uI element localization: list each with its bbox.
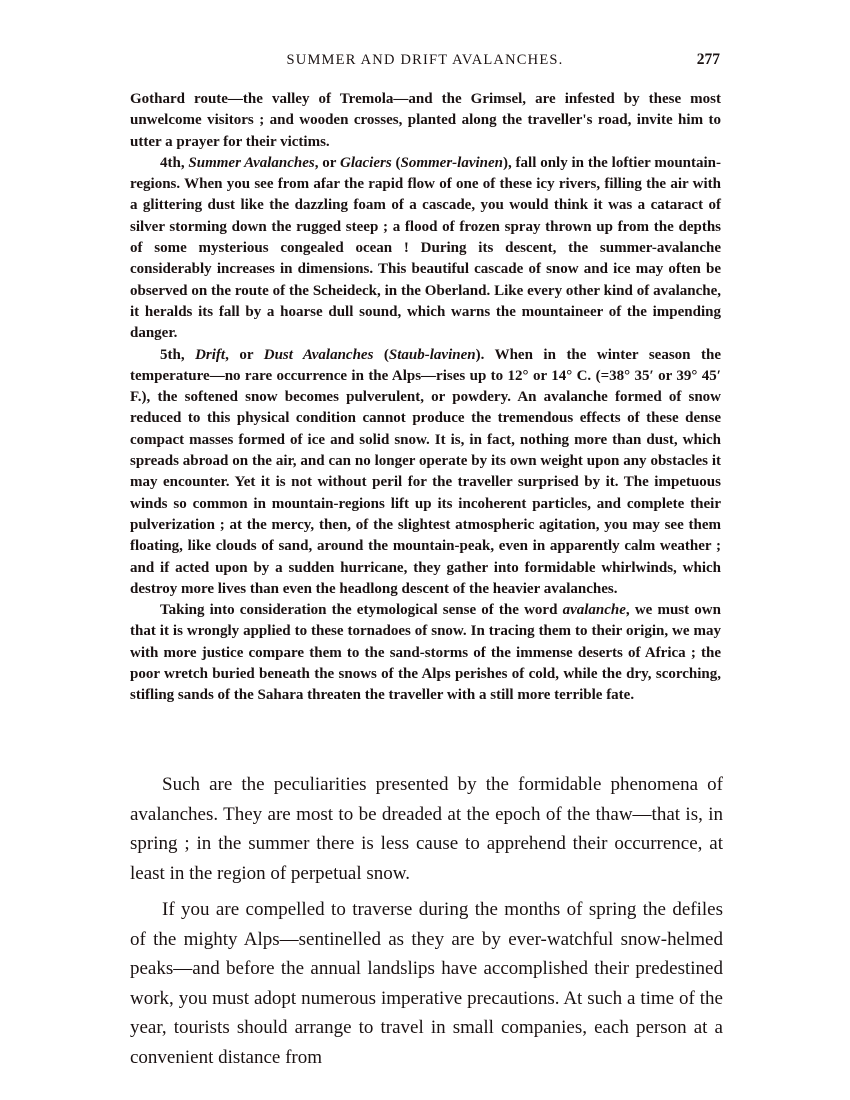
paragraph-text: Gothard route—the valley of Tremola—and the Grimsel, are infested by these most unwelcome visitors ; and wooden crosses, planted along the traveller's road, invite him to utter a prayer for their victims. <box>130 91 721 150</box>
paragraph-text: , we must own that it is wrongly applied to these tornadoes of snow. In tracing them to their origin, we may with more justice compare them to the sand-storms of the immense deserts of Africa ; the poor wretch buried beneath the snows of the Alps perishes of cold, while the dry, scorching, stifling sands of the Sahara threaten the traveller with a still more terrible fate. <box>130 602 721 704</box>
paragraph-lead: 5th, <box>160 346 196 363</box>
paragraph-precautions: If you are compelled to traverse during the months of spring the defiles of the mighty Alps—sentinelled as they are by ever-watchful snow-helmed peaks—and before the annual landslips have accomplished their predestined work, you must adopt numerous imperative precautions. At such a time of the year, tourists should arrange to travel in small companies, each person at a convenient distance from <box>130 899 723 1068</box>
term-summer-avalanches: Summer Avalanches <box>188 154 315 171</box>
paragraph-gothard-route <box>130 89 721 153</box>
paragraph-peculiarities: Such are the peculiarities presented by the formidable phenomena of avalanches. They are most to be dreaded at the epoch of the thaw—that is, in spring ; in the summer there is less cause to apprehend their occurrence, at least in the region of perpetual snow. <box>130 774 723 884</box>
paragraph-etymology <box>130 600 721 706</box>
term-glaciers: Glaciers <box>340 154 392 171</box>
paragraph-text: ( <box>391 154 401 171</box>
term-staub-lavinen: Staub-lavinen <box>388 346 476 363</box>
paragraph-text: ), fall only in the loftier mountain-regions. When you see from afar the rapid flow of one of these icy rivers, filling the air with a glittering dust like the dazzling foam of a cascade, you would think it was a cataract of silver storming down the rugged steep ; a flood of frozen spray thrown up from the depths of some mysterious congealed ocean ! During its descent, the summer-avalanche considerably increases in dimensions. This beautiful cascade of snow and ice may often be observed on the route of the Scheideck, in the Oberland. Like every other kind of avalanche, it heralds its fall by a hoarse dull sound, which warns the mountaineer of the impending danger. <box>130 154 722 342</box>
page-number: 277 <box>696 51 720 68</box>
paragraph-text: ). When in the winter season the temperature—no rare occurrence in the Alps—rises up to 12° or 14° C. (=38° 35′ or 39° 45′ F.), the softened snow becomes pulverulent, or powdery. An avalanche formed of snow reduced to this physical condition cannot produce the tremendous effects of these dense compact masses formed of ice and solid snow. It is, in fact, nothing more than dust, which spreads abroad on the air, and can no longer operate by its own weight upon any obstacles it may encounter. Yet it is not without peril for the traveller surprised by it. The impetuous winds so common in mountain-regions lift up its incoherent particles, and complete their pulverization ; at the mercy, then, of the slightest atmospheric agitation, you may see them floating, like clouds of sand, around the mountain-peak, even in apparently calm weather ; and if acted upon by a sudden hurricane, they gather into formidable whirlwinds, which destroy more lives than even the headlong descent of the heavier avalanches. <box>130 346 721 597</box>
term-dust-avalanches: Dust Avalanches <box>263 346 374 363</box>
paragraph-text: , or <box>314 154 340 171</box>
term-drift: Drift <box>195 346 226 363</box>
paragraph-text: ( <box>373 346 389 363</box>
paragraph-lead: 4th, <box>160 154 189 171</box>
small-print-section <box>130 89 721 707</box>
running-head <box>130 50 720 74</box>
paragraph-text: Taking into consideration the etymological sense of the word <box>160 602 563 619</box>
term-sommer-lavinen: Sommer-lavinen <box>400 154 503 171</box>
paragraph-text: , or <box>225 346 264 363</box>
paragraph-summer-avalanches <box>130 153 721 345</box>
running-title: SUMMER AND DRIFT AVALANCHES. <box>286 52 564 68</box>
main-text-section <box>130 770 723 1072</box>
term-avalanche: avalanche <box>562 602 626 619</box>
paragraph-drift-avalanches <box>130 345 721 601</box>
